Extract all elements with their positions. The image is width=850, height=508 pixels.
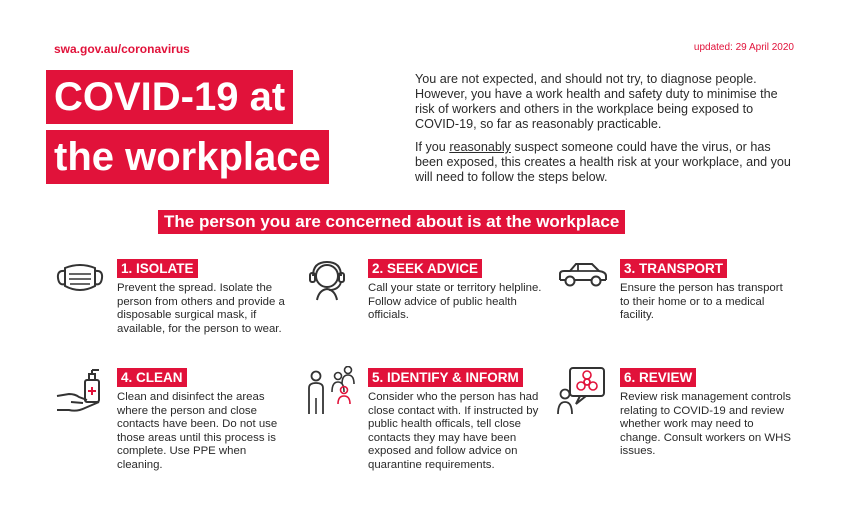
page-title-line-1: COVID-19 at — [46, 70, 293, 124]
step-isolate-title: 1. ISOLATE — [117, 259, 198, 278]
step-review — [620, 368, 795, 459]
step-review-text: Review risk management controls relating to COVID-19 and review whether work may need to change. Consult workers on WHS issues. — [620, 391, 791, 457]
intro-paragraph-2 — [415, 140, 800, 185]
intro-p2-underlined: reasonably — [449, 140, 511, 154]
step-seek-advice — [368, 259, 543, 323]
hand-sanitiser-icon — [55, 366, 107, 418]
car-icon — [556, 260, 610, 288]
intro-p2-start: If you — [415, 140, 450, 154]
updated-date: updated: 29 April 2020 — [693, 42, 794, 53]
step-clean-title: 4. CLEAN — [117, 368, 187, 387]
step-identify-inform — [368, 368, 543, 472]
page-title-line-2: the workplace — [46, 130, 329, 184]
face-mask-icon — [55, 258, 105, 298]
step-isolate — [117, 259, 292, 336]
intro-p2-end: suspect someone could have the virus, or has been exposed, this creates a health risk at your workplace, and you will need to follow the steps below. — [415, 140, 791, 184]
step-clean-text: Clean and disinfect the areas where the person and close contacts have been. Do not use those areas until this process is complete. Use PPE when cleaning. — [117, 391, 278, 471]
step-seek-advice-title: 2. SEEK ADVICE — [368, 259, 482, 278]
step-clean — [117, 368, 292, 472]
source-url: swa.gov.au/coronavirus — [54, 42, 190, 56]
people-group-icon — [304, 366, 358, 416]
section-banner: The person you are concerned about is at the workplace — [158, 210, 625, 234]
step-transport-title: 3. TRANSPORT — [620, 259, 727, 278]
biohazard-review-icon — [556, 366, 608, 416]
intro-text — [415, 72, 800, 193]
step-transport-text: Ensure the person has transport to their home or to a medical facility. — [620, 282, 783, 321]
step-isolate-text: Prevent the spread. Isolate the person from others and provide a disposable surgical mask, if available, for the person to wear. — [117, 282, 285, 335]
step-transport — [620, 259, 795, 323]
intro-paragraph-1: You are not expected, and should not try, to diagnose people. However, you have a work health and safety duty to minimise the risk of workers and others in the workplace being exposed to COVID-19, so far as reasonably practicable. — [415, 72, 778, 131]
headset-person-icon — [305, 258, 349, 302]
step-identify-inform-text: Consider who the person has had close contact with. If instructed by public health officals, tell close contacts they may have been exposed and follow advice on quarantine requirements. — [368, 391, 539, 471]
step-review-title: 6. REVIEW — [620, 368, 696, 387]
step-seek-advice-text: Call your state or territory helpline. Follow advice of public health officials. — [368, 282, 542, 321]
step-identify-inform-title: 5. IDENTIFY & INFORM — [368, 368, 523, 387]
